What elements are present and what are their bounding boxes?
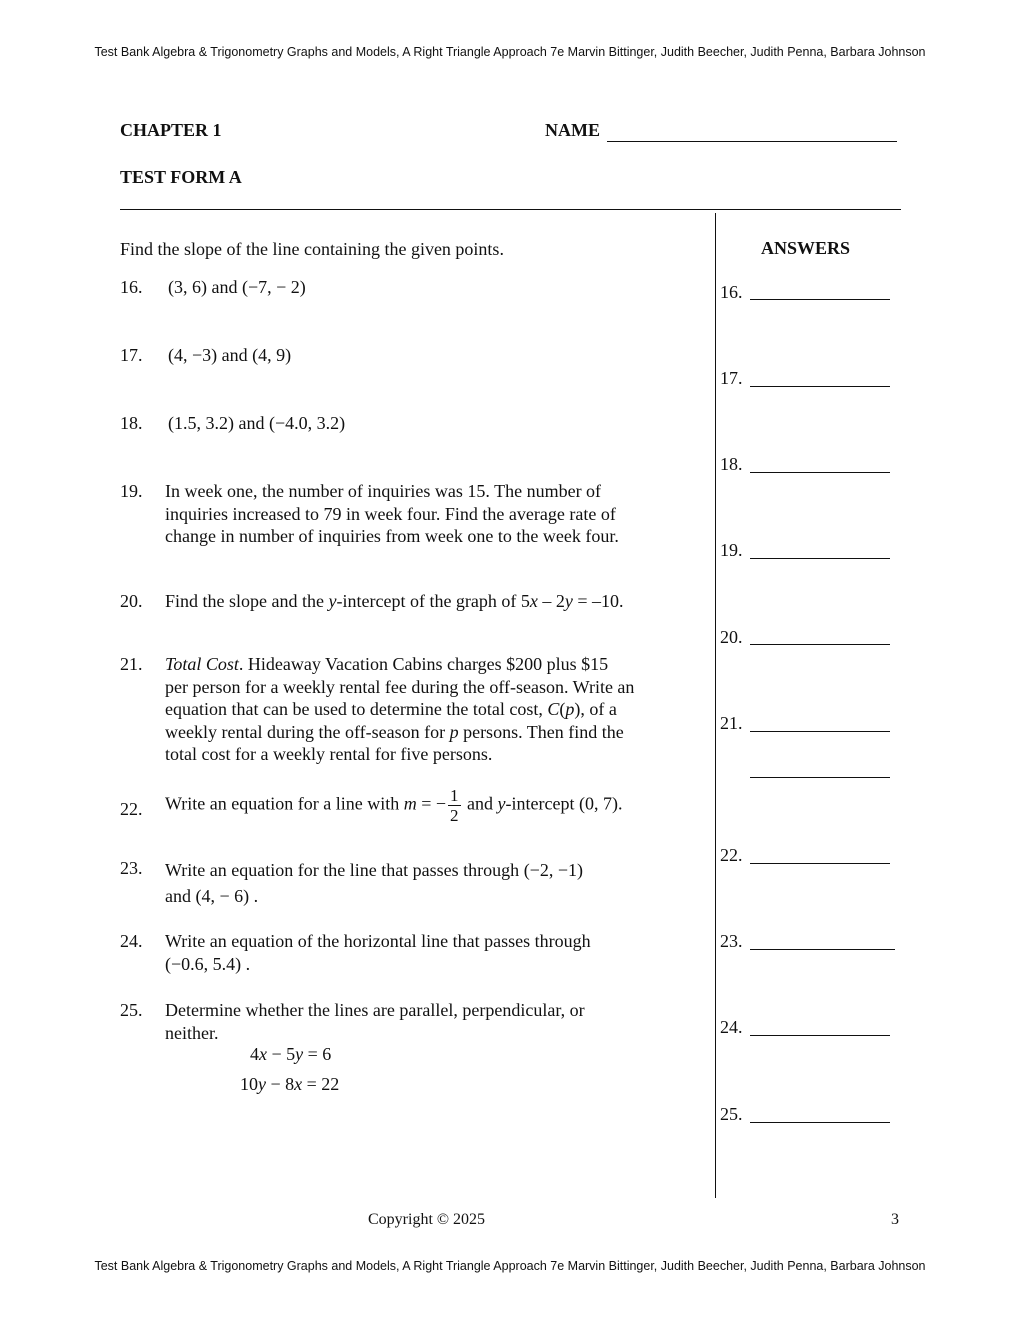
- question-number: 16.: [120, 277, 143, 297]
- text: (: [559, 699, 566, 719]
- text: .: [617, 793, 623, 814]
- question-23-text: [165, 857, 583, 909]
- answer-label: 20.: [720, 627, 743, 647]
- text-line: In week one, the number of inquiries was 15. The number of: [165, 481, 602, 501]
- math-var: x: [259, 1044, 267, 1064]
- page-number: 3: [891, 1211, 899, 1228]
- point: (0, 7): [578, 793, 618, 814]
- text: and: [462, 793, 498, 814]
- text: . Hideaway Vacation Cabins charges $200 plus $15: [238, 654, 609, 674]
- name-label: NAME: [545, 120, 600, 140]
- text-line: Write an equation of the horizontal line that passes through: [165, 931, 591, 951]
- header-banner: Test Bank Algebra & Trigonometry Graphs and Models, A Right Triangle Approach 7e Marvin Bittinger, Judith Beecher, Judith Penna, Barbara Johnson: [94, 45, 926, 59]
- math-var: x: [294, 1074, 303, 1094]
- text: = 22: [302, 1074, 340, 1094]
- answer-blank-20[interactable]: [750, 644, 890, 645]
- text: -intercept of the graph of 5: [336, 591, 530, 611]
- test-form-heading: TEST FORM A: [120, 167, 242, 187]
- point: (−4.0, 3.2): [269, 413, 346, 433]
- answer-label: 25.: [720, 1104, 743, 1124]
- text: = 6: [303, 1044, 332, 1064]
- point: (1.5, 3.2): [168, 413, 234, 433]
- math-var: y: [497, 793, 506, 814]
- point: (−2, −1): [523, 860, 583, 880]
- answer-blank-22[interactable]: [750, 863, 890, 864]
- question-24-text: [165, 930, 591, 975]
- math-var: m: [403, 793, 417, 814]
- name-field-line[interactable]: [607, 141, 897, 142]
- answer-blank-25[interactable]: [750, 1122, 890, 1123]
- answer-blank-21b[interactable]: [750, 777, 890, 778]
- connector: and: [221, 345, 248, 365]
- answer-label: 21.: [720, 713, 743, 733]
- text-line: [165, 721, 634, 744]
- text-line: change in number of inquiries from week one to the week four.: [165, 526, 619, 546]
- text: – 2: [537, 591, 565, 611]
- text: weekly rental during the off-season for: [165, 721, 450, 742]
- text: .: [249, 886, 259, 906]
- point: (−7, − 2): [242, 277, 306, 297]
- text: = –10.: [572, 591, 624, 611]
- question-20-text: [165, 590, 624, 613]
- text: Write an equation for the line that passes through: [165, 860, 524, 880]
- text: Find the slope and the: [165, 591, 329, 611]
- math-var: y: [564, 591, 573, 611]
- question-17-text: [168, 344, 291, 367]
- point: (4, −3): [168, 345, 218, 365]
- answers-heading: ANSWERS: [761, 238, 851, 258]
- question-number: 24.: [120, 931, 143, 951]
- text-line: [165, 953, 591, 976]
- answer-label: 23.: [720, 931, 743, 951]
- text: persons. Then find the: [458, 721, 624, 742]
- fraction-numerator: 1: [450, 786, 459, 805]
- answer-label: 17.: [720, 368, 743, 388]
- question-number: 20.: [120, 591, 143, 611]
- fraction-denominator: 2: [450, 806, 459, 825]
- question-21-text: [165, 653, 634, 766]
- math-var: y: [258, 1074, 266, 1094]
- text-line: [165, 857, 583, 883]
- question-19-text: [165, 480, 619, 548]
- answer-label: 19.: [720, 540, 743, 560]
- text: = −: [416, 793, 447, 814]
- question-number: 19.: [120, 481, 143, 501]
- answer-label: 16.: [720, 282, 743, 302]
- question-number: 23.: [120, 858, 143, 878]
- math-var: y: [295, 1044, 304, 1064]
- question-number: 21.: [120, 654, 143, 674]
- question-22-text: [165, 786, 622, 825]
- text: − 8: [266, 1074, 295, 1094]
- question-16-text: [168, 276, 306, 299]
- answer-blank-18[interactable]: [750, 472, 890, 473]
- connector: and: [238, 413, 265, 433]
- question-number: 25.: [120, 1000, 143, 1020]
- question-number: 22.: [120, 799, 143, 819]
- point: (−0.6, 5.4): [165, 953, 242, 974]
- text: 4: [250, 1044, 259, 1064]
- math-var: p: [449, 721, 459, 742]
- text: ), of a: [574, 699, 617, 719]
- equation-2: [240, 1073, 339, 1096]
- header-divider: [120, 209, 901, 210]
- slope-instruction: Find the slope of the line containing the given points.: [120, 239, 504, 259]
- answer-blank-17[interactable]: [750, 386, 890, 387]
- answer-label: 24.: [720, 1017, 743, 1037]
- text: and: [165, 886, 196, 906]
- question-number: 18.: [120, 413, 143, 433]
- question-number: 17.: [120, 345, 143, 365]
- text-line: [165, 653, 634, 676]
- text: equation that can be used to determine the total cost,: [165, 699, 548, 719]
- text: Write an equation for a line with: [165, 793, 404, 814]
- copyright-notice: Copyright © 2025: [368, 1211, 486, 1228]
- question-25-text: [165, 999, 585, 1044]
- point: (3, 6): [168, 277, 207, 297]
- text-line: total cost for a weekly rental for five persons.: [165, 744, 493, 764]
- text-line: [165, 883, 583, 909]
- answer-blank-21a[interactable]: [750, 731, 890, 732]
- text: 10: [240, 1074, 258, 1094]
- problem-title: Total Cost: [165, 654, 239, 674]
- answer-label: 22.: [720, 845, 743, 865]
- math-var: C: [547, 699, 560, 719]
- text-line: Determine whether the lines are parallel, perpendicular, or: [165, 1000, 585, 1020]
- answer-blank-23[interactable]: [750, 949, 895, 950]
- text-line: neither.: [165, 1022, 219, 1043]
- text: − 5: [267, 1044, 296, 1064]
- text-line: inquiries increased to 79 in week four. Find the average rate of: [165, 503, 616, 524]
- math-var: y: [328, 591, 337, 611]
- text-line: [165, 698, 634, 721]
- chapter-heading: CHAPTER 1: [120, 120, 222, 140]
- point: (4, − 6): [195, 886, 250, 906]
- text-line: per person for a weekly rental fee during the off-season. Write an: [165, 676, 635, 697]
- footer-banner: Test Bank Algebra & Trigonometry Graphs and Models, A Right Triangle Approach 7e Marvin Bittinger, Judith Beecher, Judith Penna, Barbara Johnson: [94, 1259, 926, 1273]
- point: (4, 9): [252, 345, 292, 365]
- text: -intercept: [505, 793, 579, 814]
- equation-1: [250, 1043, 331, 1066]
- answer-label: 18.: [720, 454, 743, 474]
- answer-blank-19[interactable]: [750, 558, 890, 559]
- answer-blank-24[interactable]: [750, 1035, 890, 1036]
- fraction: [448, 786, 461, 825]
- text: .: [241, 953, 251, 974]
- answer-blank-16[interactable]: [750, 299, 890, 300]
- math-var: p: [565, 699, 575, 719]
- math-var: x: [529, 591, 538, 611]
- question-18-text: [168, 412, 345, 435]
- answers-column-divider: [715, 213, 716, 1198]
- connector: and: [211, 277, 238, 297]
